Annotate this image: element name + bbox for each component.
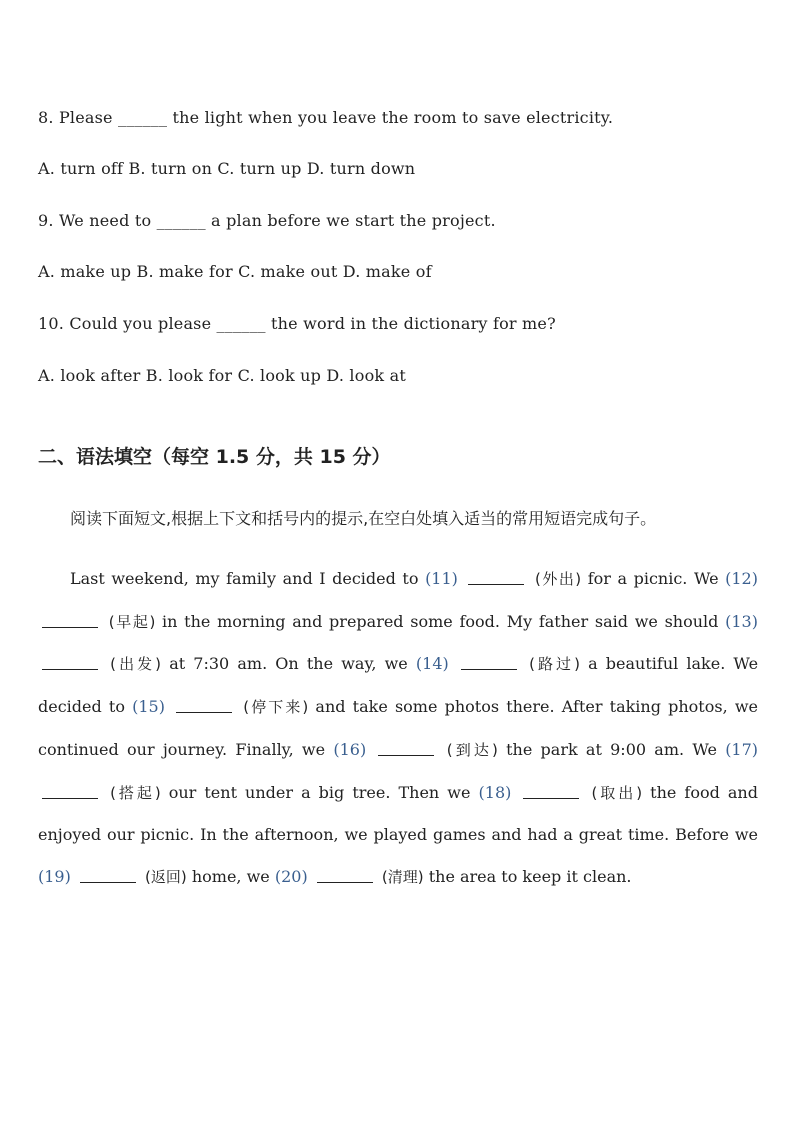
passage-text: in the morning and prepared some food. My father said we should [162, 611, 719, 631]
hint-17: (搭起) [110, 783, 161, 802]
blank-12[interactable] [42, 613, 98, 628]
question-10-options: A. look after B. look for C. look up D. look at [38, 366, 406, 385]
passage-text: a beautiful lake. We decided to [38, 654, 759, 717]
hint-19: (返回) [145, 867, 187, 886]
hint-16: (到达) [446, 740, 498, 759]
question-9-options: A. make up B. make for C. make out D. make of [38, 262, 432, 281]
blank-number-14: (14) [415, 654, 449, 674]
passage-text: at 7:30 am. On the way, we [169, 654, 408, 674]
blank-16[interactable] [378, 741, 434, 756]
passage-text: home, we [191, 866, 270, 886]
question-9-stem: 9. We need to ______ a plan before we start the project. [38, 211, 496, 230]
hint-13: (出发) [110, 655, 162, 674]
passage-text: the area to keep it clean. [428, 866, 632, 886]
hint-15: (停下来) [243, 698, 309, 717]
hint-14: (路过) [529, 655, 580, 674]
section-heading: 二、语法填空（每空 1.5 分，共 15 分） [38, 446, 391, 468]
blank-11[interactable] [468, 570, 524, 585]
hint-11: (外出) [535, 570, 582, 588]
passage-text: and take some photos there. After taking photos, we continued our journey. Finally, we [38, 697, 758, 759]
hint-20: (清理) [381, 867, 424, 886]
blank-number-15: (15) [132, 697, 165, 717]
blank-number-12: (12) [725, 569, 758, 588]
blank-number-17: (17) [725, 739, 759, 759]
blank-19[interactable] [80, 868, 136, 883]
question-8-stem: 8. Please ______ the light when you leave the room to save electricity. [38, 108, 614, 127]
passage-text: the park at 9:00 am. We [506, 739, 717, 759]
question-8-options: A. turn off B. turn on C. turn up D. turn down [38, 159, 416, 178]
blank-number-11: (11) [425, 569, 458, 588]
blank-20[interactable] [317, 868, 373, 883]
blank-13[interactable] [42, 655, 98, 670]
section-instruction: 阅读下面短文,根据上下文和括号内的提示,在空白处填入适当的常用短语完成句子。 [70, 509, 657, 528]
passage-text: Last weekend, my family and I decided to [70, 569, 419, 588]
hint-12: (早起) [108, 612, 156, 631]
question-10-stem: 10. Could you please ______ the word in the dictionary for me? [38, 314, 556, 333]
blank-number-20: (20) [274, 866, 308, 886]
passage-text: for a picnic. We [587, 569, 719, 588]
blank-number-16: (16) [333, 739, 367, 759]
cloze-passage [38, 558, 758, 899]
hint-18: (取出) [591, 783, 643, 802]
blank-17[interactable] [42, 784, 98, 799]
blank-15[interactable] [176, 698, 232, 713]
blank-14[interactable] [461, 655, 517, 670]
blank-number-19: (19) [38, 866, 71, 886]
blank-number-18: (18) [478, 782, 512, 802]
blank-18[interactable] [523, 784, 579, 799]
blank-number-13: (13) [725, 611, 758, 631]
passage-text: the food and enjoyed our picnic. In the afternoon, we played games and had a great time. Before we [38, 782, 758, 845]
passage-text: our tent under a big tree. Then we [168, 782, 471, 802]
